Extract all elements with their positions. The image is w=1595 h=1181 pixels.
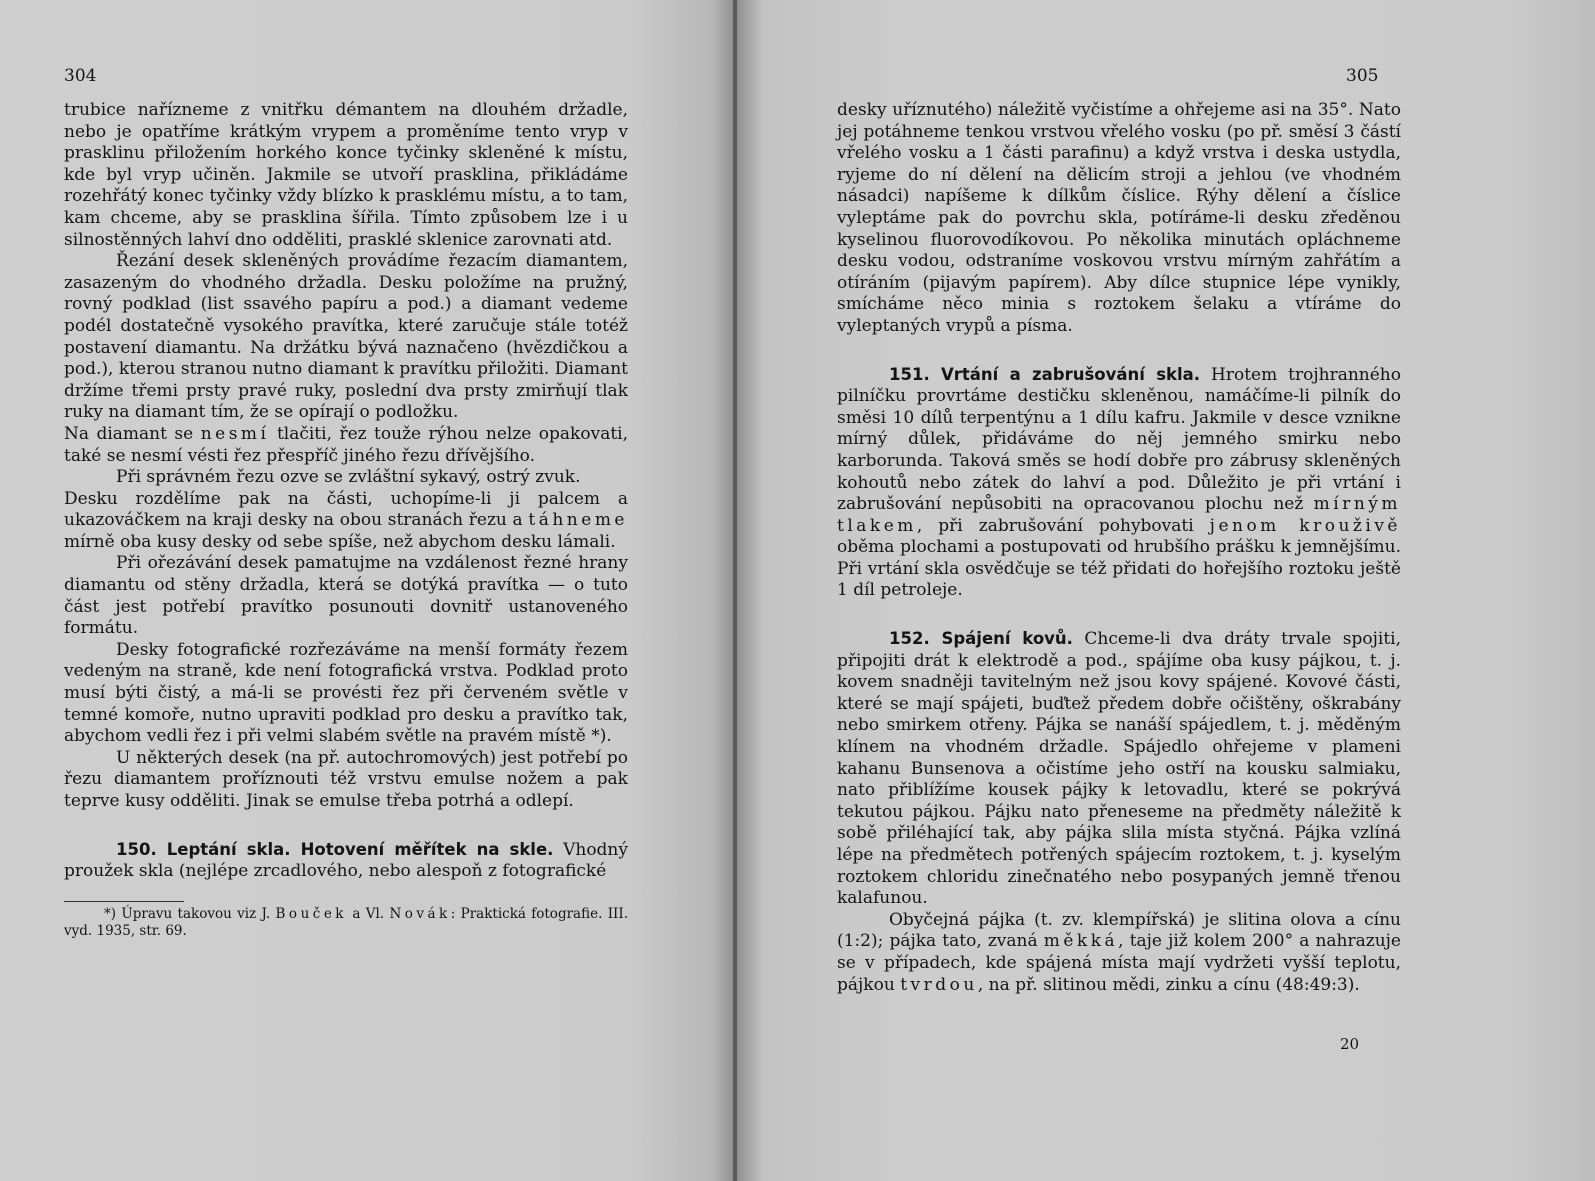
paragraph: Při ořezávání desek pamatujme na vzdálenost řezné hrany diamantu od stěny držadla, která se dotýká pravítka — o tuto část jest potřebí pravítko posunouti dovnitř ustanoveného formátu. (64, 553, 628, 639)
section-152: 152. Spájení kovů. Chceme-li dva dráty trvale spojiti, připojiti drát k elektrodě a pod., spájíme oba kusy pájkou, t. j. kovem snadněji tavitelným než jsou kovy spájené. Kovové části, které se mají spájeti, buďtež předem dobře očištěny, oškrabány nebo smirkem otřeny. Pájka se nanáší spájedlem, t. j. měděným klínem na vhodném držadle. Spájedlo ohřejeme v plameni kahanu Bunsenova a očistíme jeho ostří na kousku salmiaku, nato přiblížíme kousek pájky k letovadlu, které se pokrývá tekutou pájkou. Pájku nato přeneseme na předměty náležitě k sobě přiléhající tak, aby pájka slila místa styčná. Pájka vzlíná lépe na předmětech potřených spájecím roztokem, t. j. kyselým roztokem chloridu zinečnatého nebo posypaných jemně třenou kalafunou. (837, 629, 1401, 909)
paragraph: Desku rozdělíme pak na části, uchopíme-li ji palcem a ukazováčkem na kraji desky na obou stranách řezu a táhneme mírně oba kusy desky od sebe spíše, než abychom desku lámali. (64, 488, 628, 552)
spaced-emphasis: jenom krouživě (1209, 515, 1401, 536)
spaced-emphasis: mírným tlakem (837, 494, 1401, 536)
paragraph: Při správném řezu ozve se zvláštní sykavý, ostrý zvuk. (116, 467, 581, 488)
paragraph: Desky fotografické rozřezáváme na menší formáty řezem vedeným na straně, kde není fotografická vrstva. Podklad proto musí býti čistý, a má-li se provésti řez při červeném světle v temné komoře, nutno upraviti podklad pro desku a pravítko tak, abychom vedli řez i při velmi slabém světle na pravém místě *). (64, 639, 628, 747)
left-page (0, 0, 735, 1181)
section-heading: 151. Vrtání a zabrušování skla. (889, 364, 1201, 384)
page-number-right: 305 (1346, 66, 1379, 86)
spaced-emphasis: nesmí (200, 423, 270, 444)
paragraph: desky uříznutého) náležitě vyčistíme a ohřejeme asi na 35°. Nato jej potáhneme tenkou vrstvou vřelého vosku (po př. směsí 3 částí vřelého vosku a 1 části parafinu) a když vrstva i deska ustydla, ryjeme do ní dělení na dělicím stroji a jehlou (ve vhodném násadci) napíšeme k dílkům číslice. Rýhy dělení a číslice vyleptáme pak do povrchu skla, potíráme-li desku zředěnou kyselinou fluorovodíkovou. Po několika minutách opláchneme desku vodou, odstraníme voskovou vrstvu mírným zahřátím a otíráním (pijavým papírem). Aby dílce stupnice lépe vynikly, smícháme něco minia s roztokem šelaku a vtíráme do vyleptaných vrypů a písma. (837, 100, 1401, 336)
right-page-text (837, 100, 1401, 996)
footnote: *) Úpravu takovou viz J. Bouček a Vl. Novák: Praktická fotografie. III. vyd. 1935, str. 69. (64, 905, 628, 939)
paragraph: Obyčejná pájka (t. zv. klempířská) je slitina olova a cínu (1:2); pájka tato, zvaná měkká, taje již kolem 200° a nahrazuje se v případech, kde spájená místa mají vydržeti vyšší teplotu, pájkou tvrdou, na př. slitinou mědi, zinku a cínu (48:49:3). (837, 909, 1401, 995)
right-page (737, 0, 1595, 1181)
left-page-text (64, 100, 628, 940)
footnote-rule (64, 901, 184, 902)
section-151: 151. Vrtání a zabrušování skla. Hrotem trojhranného pilníčku provrtáme destičku skleněnou, namáčíme-li pilník do směsi 10 dílů terpentýnu a 1 dílu kafru. Jakmile v desce vznikne mírný důlek, přidáváme do něj jemného smirku nebo karborunda. Taková směs se hodí dobře pro zábrusy skleněných kohoutů nebo zátek do lahví a pod. Důležito je při vrtání i zabrušování nepůsobiti na opracovanou plochu než mírným tlakem, při zabrušování pohybovati jenom krouživě oběma plochami a postupovati od hrubšího prášku k jemnějšímu. Při vrtání skla osvědčuje se též přidati do hořejšího roztoku ještě 1 díl petroleje. (837, 364, 1401, 601)
spaced-emphasis: měkká (1043, 931, 1119, 952)
section-heading: 150. Leptání skla. Hotovení měřítek na skle. (116, 839, 554, 859)
paragraph: trubice nařízneme z vnitřku démantem na dlouhém držadle, nebo je opatříme krátkým vrypem a proměníme tento vryp v prasklinu přiložením horkého konce tyčinky skleněné k místu, kde byl vryp učiněn. Jakmile se utvoří prasklina, přikládáme rozehřátý konec tyčinky vždy blízko k prasklému místu, a to tam, kam chceme, aby se prasklina šířila. Tímto způsobem lze i u silnostěnných lahví dno odděliti, prasklé sklenice zarovnati atd. (64, 100, 628, 250)
signature-mark: 20 (1340, 1035, 1360, 1053)
paragraph: Na diamant se nesmí tlačiti, řez touže rýhou nelze opakovati, také se nesmí vésti řez přespříč jiného řezu dřívějšího. (64, 423, 628, 466)
paragraph: Řezání desek skleněných provádíme řezacím diamantem, zasazeným do vhodného držadla. Desku položíme na pružný, rovný podklad (list ssavého papíru a pod.) a diamant vedeme podél dostatečně vysokého pravítka, které zaručuje stále totéž postavení diamantu. Na držátku bývá naznačeno (hvězdičkou a pod.), kterou stranou nutno diamant k pravítku přiložiti. Diamant držíme třemi prsty pravé ruky, poslední dva prsty zmirňují tlak ruky na diamant tím, že se opírají o podložku. (64, 251, 628, 423)
section-150: 150. Leptání skla. Hotovení měřítek na skle. Vhodný proužek skla (nejlépe zrcadlového, nebo alespoň z fotografické (64, 839, 628, 882)
spaced-emphasis: tvrdou (900, 974, 978, 995)
page-number-left: 304 (64, 66, 97, 86)
spaced-emphasis: táhneme (528, 510, 628, 531)
section-heading: 152. Spájení kovů. (889, 629, 1073, 649)
paragraph: U některých desek (na př. autochromových) jest potřebí po řezu diamantem proříznouti též vrstvu emulse nožem a pak teprve kusy odděliti. Jinak se emulse třeba potrhá a odlepí. (64, 747, 628, 811)
